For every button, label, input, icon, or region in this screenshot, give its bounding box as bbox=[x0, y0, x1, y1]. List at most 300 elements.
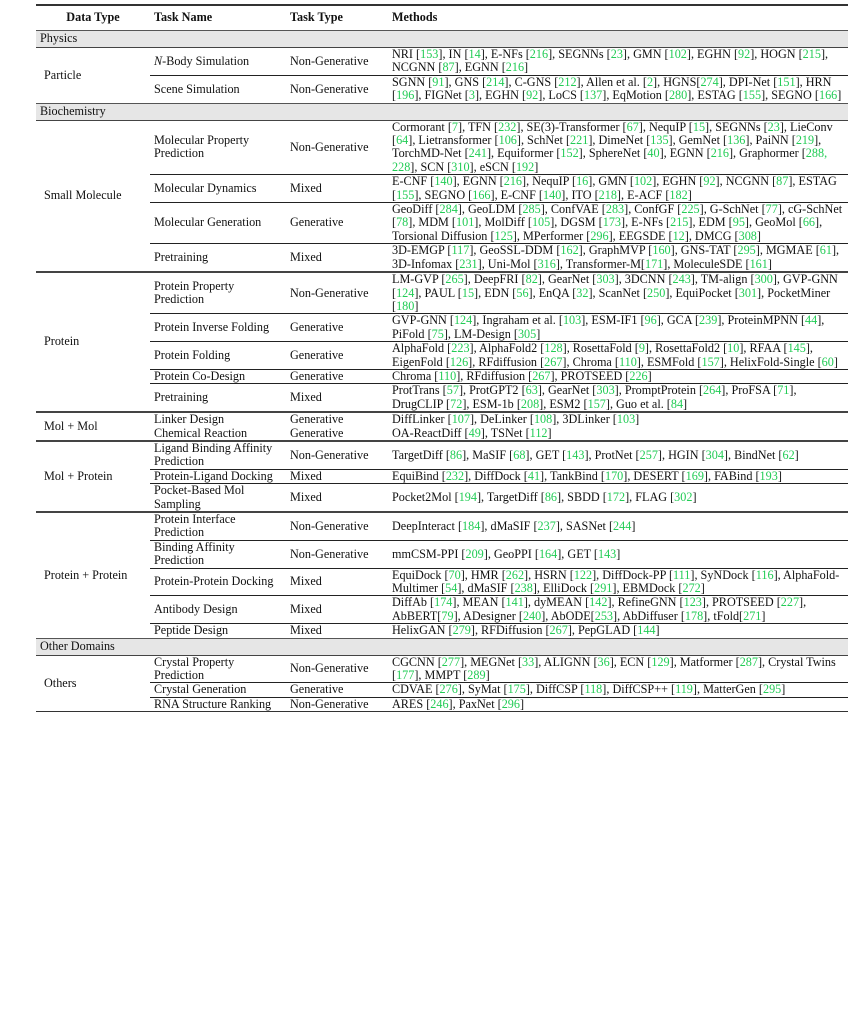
citation-link[interactable]: 129 bbox=[651, 654, 670, 669]
task-type-cell: Non-Generative bbox=[286, 512, 388, 540]
citation-link[interactable]: 86 bbox=[544, 489, 558, 504]
bracket-close: ] bbox=[623, 468, 628, 483]
citation-link[interactable]: 143 bbox=[597, 546, 617, 561]
bracket-close: ] bbox=[669, 654, 674, 669]
method-name: , SphereNet [ bbox=[582, 146, 648, 161]
citation-link[interactable]: 122 bbox=[573, 567, 593, 582]
citation-link[interactable]: 117 bbox=[451, 243, 470, 258]
citation-link[interactable]: 16 bbox=[576, 174, 589, 189]
citation-link[interactable]: 232 bbox=[445, 468, 465, 483]
method-name: Chroma [ bbox=[392, 368, 439, 383]
citation-link[interactable]: 223 bbox=[451, 341, 470, 356]
methods-cell bbox=[388, 512, 848, 540]
task-name-cell: Protein Folding bbox=[150, 342, 286, 370]
citation-link[interactable]: 303 bbox=[596, 383, 615, 398]
citation-link[interactable]: 279 bbox=[452, 623, 471, 638]
task-name-cell: Pocket-Based Mol Sampling bbox=[150, 484, 286, 512]
citation-link[interactable]: 102 bbox=[668, 47, 687, 61]
citation-link[interactable]: 96 bbox=[644, 313, 657, 328]
citation-link[interactable]: 182 bbox=[669, 187, 688, 202]
citation-link[interactable]: 44 bbox=[805, 313, 818, 328]
citation-link[interactable]: 54 bbox=[445, 581, 458, 596]
citation-link[interactable]: 226 bbox=[629, 368, 648, 383]
bracket-close: ] bbox=[408, 133, 413, 148]
citation-link[interactable]: 12 bbox=[672, 228, 685, 243]
citation-link[interactable]: 304 bbox=[705, 447, 724, 462]
bracket-close: ] bbox=[414, 88, 419, 103]
citation-link[interactable]: 87 bbox=[776, 174, 789, 189]
citation-link[interactable]: 172 bbox=[606, 489, 626, 504]
method-name: , PaxNet [ bbox=[452, 696, 502, 711]
methods-cell bbox=[388, 683, 848, 697]
citation-link[interactable]: 215 bbox=[670, 215, 689, 230]
method-name: , NCGNN [ bbox=[719, 174, 777, 189]
citation-link[interactable]: 267 bbox=[549, 623, 568, 638]
citation-link[interactable]: 67 bbox=[626, 119, 639, 134]
method-name: , 3DLinker [ bbox=[556, 412, 617, 427]
methods-cell bbox=[388, 203, 848, 244]
citation-link[interactable]: 193 bbox=[759, 468, 778, 483]
bracket-close: ] bbox=[699, 202, 704, 217]
citation-link[interactable]: 288, 228 bbox=[392, 146, 828, 174]
citation-link[interactable]: 101 bbox=[456, 215, 475, 230]
method-name: , PromptProtein [ bbox=[618, 383, 704, 398]
citation-link[interactable]: 284 bbox=[439, 202, 458, 217]
bracket-close: ] bbox=[458, 383, 463, 398]
task-name-cell: Protein Co-Design bbox=[150, 369, 286, 383]
section-header-row bbox=[36, 638, 848, 655]
citation-link[interactable]: 166 bbox=[818, 88, 838, 103]
citation-link[interactable]: 56 bbox=[516, 285, 529, 300]
bracket-close: ] bbox=[795, 74, 800, 89]
citation-link[interactable]: 91 bbox=[432, 74, 445, 89]
citation-link[interactable]: 92 bbox=[738, 47, 751, 61]
citation-link[interactable]: 221 bbox=[570, 133, 589, 148]
method-name: CGCNN [ bbox=[392, 654, 442, 669]
citation-link[interactable]: 216 bbox=[505, 60, 525, 75]
citation-link[interactable]: 92 bbox=[526, 88, 539, 103]
method-name: NRI [ bbox=[392, 47, 421, 61]
citation-link[interactable]: 62 bbox=[782, 447, 795, 462]
citation-link[interactable]: 212 bbox=[558, 74, 577, 89]
method-name: Cormorant [ bbox=[392, 119, 452, 134]
bracket-close: ] bbox=[578, 243, 583, 258]
citation-link[interactable]: 71 bbox=[777, 383, 790, 398]
citation-link[interactable]: 84 bbox=[670, 396, 684, 411]
citation-link[interactable]: 151 bbox=[777, 74, 796, 89]
methods-cell bbox=[388, 244, 848, 272]
task-type-cell: Non-Generative bbox=[290, 661, 369, 676]
citation-link[interactable]: 271 bbox=[743, 608, 762, 623]
citation-link[interactable]: 108 bbox=[533, 412, 553, 427]
method-name: , HSRN [ bbox=[528, 567, 574, 582]
citation-link[interactable]: 170 bbox=[604, 468, 624, 483]
data-type-cell: Particle bbox=[44, 67, 82, 82]
citation-link[interactable]: 296 bbox=[501, 696, 520, 711]
citation-link[interactable]: 164 bbox=[538, 546, 558, 561]
citation-link[interactable]: 264 bbox=[703, 383, 722, 398]
bracket-close: ] bbox=[539, 396, 544, 411]
task-type-cell: Non-Generative bbox=[290, 53, 369, 68]
method-name: mmCSM-PPI [ bbox=[392, 546, 466, 561]
citation-link[interactable]: 192 bbox=[515, 159, 535, 174]
method-name: E-CNF [ bbox=[392, 174, 435, 189]
citation-link[interactable]: 110 bbox=[618, 354, 637, 369]
bracket-close: ] bbox=[519, 696, 525, 711]
citation-link[interactable]: 78 bbox=[396, 215, 409, 230]
bracket-close: ] bbox=[767, 256, 772, 271]
bracket-close: ] bbox=[656, 313, 661, 328]
methods-cell bbox=[388, 120, 848, 175]
citation-link[interactable]: 250 bbox=[647, 285, 666, 300]
citation-link[interactable]: 140 bbox=[434, 174, 453, 189]
bracket-close: ] bbox=[833, 354, 838, 369]
citation-link[interactable]: 116 bbox=[755, 567, 774, 582]
method-name: DiffLinker [ bbox=[392, 412, 452, 427]
citation-link[interactable]: 143 bbox=[566, 447, 585, 462]
citation-link[interactable]: 316 bbox=[537, 256, 556, 271]
citation-link[interactable]: 111 bbox=[673, 567, 691, 582]
citation-link[interactable]: 142 bbox=[589, 595, 608, 610]
citation-link[interactable]: 239 bbox=[699, 313, 718, 328]
citation-link[interactable]: 194 bbox=[458, 489, 477, 504]
method-name: , PROTSEED [ bbox=[705, 595, 781, 610]
method-name: , DimeNet [ bbox=[592, 133, 651, 148]
citation-link[interactable]: 10 bbox=[727, 341, 740, 356]
method-name: , GVP-GNN [ bbox=[392, 272, 838, 300]
citation-link[interactable]: 2 bbox=[646, 74, 654, 89]
citation-link[interactable]: 303 bbox=[596, 272, 615, 287]
citation-link[interactable]: 141 bbox=[505, 595, 524, 610]
citation-link[interactable]: 184 bbox=[462, 518, 481, 533]
methods-cell bbox=[388, 441, 848, 469]
citation-link[interactable]: 33 bbox=[522, 654, 535, 669]
bracket-close: ] bbox=[665, 285, 670, 300]
citation-link[interactable]: 135 bbox=[650, 133, 669, 148]
task-name-cell: Pretraining bbox=[150, 244, 286, 272]
citation-link[interactable]: 66 bbox=[802, 215, 815, 230]
table-row bbox=[36, 272, 848, 314]
bracket-close: ] bbox=[469, 243, 474, 258]
citation-link[interactable]: 218 bbox=[598, 187, 617, 202]
task-type-cell: Generative Generative bbox=[286, 412, 388, 441]
citation-link[interactable]: 274 bbox=[700, 74, 719, 89]
citation-link[interactable]: 240 bbox=[522, 608, 542, 623]
citation-link[interactable]: 40 bbox=[647, 146, 660, 161]
citation-link[interactable]: 87 bbox=[442, 60, 455, 75]
methods-cell bbox=[388, 596, 848, 624]
citation-link[interactable]: 265 bbox=[445, 272, 464, 287]
citation-link[interactable]: 60 bbox=[821, 354, 834, 369]
method-name: , E-ACF [ bbox=[620, 187, 670, 202]
bracket-close: ] bbox=[524, 60, 529, 75]
citation-link[interactable]: 103 bbox=[562, 313, 582, 328]
citation-link[interactable]: 112 bbox=[529, 425, 548, 440]
citation-link[interactable]: 219 bbox=[795, 133, 815, 148]
method-name: , AlphaFold2 [ bbox=[473, 341, 545, 356]
bracket-close: ] bbox=[614, 383, 619, 398]
citation-link[interactable]: 216 bbox=[503, 174, 523, 189]
citation-link[interactable]: 124 bbox=[396, 285, 415, 300]
citation-link[interactable]: 257 bbox=[639, 447, 658, 462]
citation-link[interactable]: 152 bbox=[560, 146, 579, 161]
bracket-close: ] bbox=[690, 567, 695, 582]
citation-link[interactable]: 157 bbox=[587, 396, 606, 411]
table-row bbox=[36, 540, 848, 568]
table-row bbox=[36, 441, 848, 469]
citation-link[interactable]: 295 bbox=[737, 243, 756, 258]
task-type-cell: Non-Generative bbox=[286, 697, 388, 711]
citation-link[interactable]: 291 bbox=[594, 581, 613, 596]
citation-link[interactable]: 153 bbox=[420, 47, 439, 61]
bracket-close: ] bbox=[504, 74, 509, 89]
task-type-cell: Mixed bbox=[286, 469, 388, 483]
citation-link[interactable]: 301 bbox=[738, 285, 758, 300]
bracket-close: ] bbox=[540, 202, 545, 217]
bracket-close: ] bbox=[581, 313, 586, 328]
citation-link[interactable]: 23 bbox=[610, 47, 623, 61]
bracket-close: ] bbox=[794, 447, 799, 462]
method-name: , GearNet [ bbox=[541, 272, 597, 287]
bracket-close: ] bbox=[773, 567, 778, 582]
citation-link[interactable]: 3 bbox=[468, 88, 475, 103]
citation-link[interactable]: 227 bbox=[780, 595, 800, 610]
bracket-close: ] bbox=[624, 202, 629, 217]
method-name: , ProteinMPNN [ bbox=[721, 313, 806, 328]
bracket-close: ] bbox=[815, 215, 820, 230]
citation-link[interactable]: 243 bbox=[672, 272, 691, 287]
method-name: , ESM-IF1 [ bbox=[585, 313, 645, 328]
citation-link[interactable]: 119 bbox=[675, 682, 693, 697]
citation-link[interactable]: 23 bbox=[767, 119, 780, 134]
citation-link[interactable]: 300 bbox=[754, 272, 773, 287]
bracket-close: ] bbox=[448, 696, 453, 711]
citation-link[interactable]: 253 bbox=[594, 608, 613, 623]
citation-link[interactable]: 310 bbox=[451, 159, 470, 174]
citation-link[interactable]: 15 bbox=[692, 119, 706, 134]
citation-link[interactable]: 157 bbox=[701, 354, 720, 369]
citation-link[interactable]: 215 bbox=[802, 47, 821, 61]
method-name: , MGMAE [ bbox=[759, 243, 820, 258]
bracket-close: ] bbox=[757, 654, 763, 669]
citation-link[interactable]: 214 bbox=[486, 74, 505, 89]
data-type-cell: Mol + Protein bbox=[36, 441, 150, 512]
citation-link[interactable]: 68 bbox=[513, 447, 526, 462]
citation-link[interactable]: 272 bbox=[682, 581, 701, 596]
citation-link[interactable]: 118 bbox=[584, 682, 603, 697]
citation-link[interactable]: 77 bbox=[765, 202, 778, 217]
bracket-close: ] bbox=[525, 447, 530, 462]
citation-link[interactable]: 225 bbox=[681, 202, 700, 217]
citation-link[interactable]: 144 bbox=[637, 623, 656, 638]
bracket-close: ] bbox=[701, 595, 706, 610]
method-name: , ECN [ bbox=[613, 654, 652, 669]
citation-link[interactable]: 209 bbox=[465, 546, 484, 561]
method-name: , MPerformer [ bbox=[516, 228, 591, 243]
method-name: , GCA [ bbox=[660, 313, 700, 328]
bracket-close: ] bbox=[534, 654, 539, 669]
citation-link[interactable]: 82 bbox=[525, 272, 538, 287]
citation-link[interactable]: 295 bbox=[762, 682, 782, 697]
citation-link[interactable]: 267 bbox=[532, 368, 551, 383]
bracket-close: ] bbox=[541, 608, 546, 623]
citation-link[interactable]: 162 bbox=[560, 243, 579, 258]
method-name: , ConfGF [ bbox=[628, 202, 682, 217]
citation-link[interactable]: 57 bbox=[446, 383, 459, 398]
bracket-close: ] bbox=[534, 159, 539, 174]
method-name: , RFdiffusion [ bbox=[472, 354, 545, 369]
citation-link[interactable]: 246 bbox=[430, 696, 449, 711]
bracket-close: ] bbox=[472, 313, 477, 328]
citation-link[interactable]: 308 bbox=[738, 228, 757, 243]
citation-link[interactable]: 49 bbox=[468, 425, 481, 440]
citation-link[interactable]: 9 bbox=[638, 341, 645, 356]
task-name-cell: Protein-Ligand Docking bbox=[150, 469, 286, 483]
method-name: DeepInteract [ bbox=[392, 518, 463, 533]
citation-link[interactable]: 305 bbox=[517, 326, 537, 341]
task-type-cell: Mixed bbox=[286, 624, 388, 638]
citation-link[interactable]: 41 bbox=[527, 468, 541, 483]
citation-link[interactable]: 105 bbox=[531, 215, 551, 230]
citation-link[interactable]: 124 bbox=[453, 313, 473, 328]
method-name: , ProtNet [ bbox=[588, 447, 640, 462]
method-name: , Allen et al. [ bbox=[580, 74, 647, 89]
citation-link[interactable]: 241 bbox=[468, 146, 487, 161]
citation-link[interactable]: 196 bbox=[396, 88, 415, 103]
citation-link[interactable]: 102 bbox=[633, 174, 653, 189]
method-name: GVP-GNN [ bbox=[392, 313, 454, 328]
citation-link[interactable]: 103 bbox=[616, 412, 636, 427]
citation-link[interactable]: 216 bbox=[529, 47, 549, 61]
citation-link[interactable]: 231 bbox=[459, 256, 478, 271]
bracket-close: ] bbox=[831, 243, 836, 258]
bracket-close: ] bbox=[525, 682, 530, 697]
method-name: , SBDD [ bbox=[561, 489, 607, 504]
table-row bbox=[36, 120, 848, 175]
bracket-close: ] bbox=[476, 489, 482, 504]
citation-link[interactable]: 175 bbox=[507, 682, 526, 697]
method-name: , NequIP [ bbox=[526, 174, 577, 189]
bracket-close: ] bbox=[602, 682, 607, 697]
citation-link[interactable]: 106 bbox=[498, 133, 517, 148]
bracket-close: ] bbox=[777, 202, 782, 217]
method-name: , NequIP [ bbox=[642, 119, 693, 134]
bracket-close: ] bbox=[528, 285, 533, 300]
bracket-close: ] bbox=[480, 425, 485, 440]
table-row bbox=[36, 203, 848, 244]
citation-link[interactable]: 95 bbox=[732, 215, 745, 230]
citation-link[interactable]: 7 bbox=[451, 119, 459, 134]
citation-link[interactable]: 70 bbox=[448, 567, 461, 582]
citation-link[interactable]: 155 bbox=[742, 88, 762, 103]
citation-link[interactable]: 171 bbox=[644, 256, 664, 271]
citation-link[interactable]: 126 bbox=[449, 354, 469, 369]
citation-link[interactable]: 137 bbox=[583, 88, 603, 103]
citation-link[interactable]: 277 bbox=[441, 654, 461, 669]
citation-link[interactable]: 244 bbox=[613, 518, 632, 533]
citation-link[interactable]: 14 bbox=[468, 47, 481, 61]
citation-link[interactable]: 276 bbox=[439, 682, 458, 697]
methods-cell bbox=[388, 272, 848, 314]
citation-link[interactable]: 262 bbox=[505, 567, 525, 582]
citation-link[interactable]: 75 bbox=[431, 326, 444, 341]
citation-link[interactable]: 15 bbox=[461, 285, 475, 300]
bracket-close: ] bbox=[588, 174, 593, 189]
citation-link[interactable]: 145 bbox=[787, 341, 806, 356]
citation-link[interactable]: 61 bbox=[819, 243, 832, 258]
bracket-close: ] bbox=[837, 88, 842, 103]
bracket-close: ] bbox=[414, 668, 419, 683]
citation-link[interactable]: 169 bbox=[685, 468, 704, 483]
bracket-close: ] bbox=[644, 341, 649, 356]
bracket-close: ] bbox=[692, 489, 697, 504]
citation-link[interactable]: 180 bbox=[396, 298, 415, 313]
citation-link[interactable]: 283 bbox=[605, 202, 625, 217]
citation-link[interactable]: 36 bbox=[597, 654, 610, 669]
citation-link[interactable]: 107 bbox=[451, 412, 470, 427]
citation-link[interactable]: 63 bbox=[525, 383, 538, 398]
citation-link[interactable]: 232 bbox=[498, 119, 517, 134]
citation-link[interactable]: 155 bbox=[396, 187, 415, 202]
method-name: ARES [ bbox=[392, 696, 431, 711]
citation-link[interactable]: 64 bbox=[396, 133, 409, 148]
citation-link[interactable]: 161 bbox=[749, 256, 768, 271]
bracket-close: ] bbox=[460, 654, 465, 669]
citation-link[interactable]: 92 bbox=[703, 174, 716, 189]
citation-link[interactable]: 208 bbox=[520, 396, 540, 411]
bracket-close: ] bbox=[670, 243, 675, 258]
citation-link[interactable]: 123 bbox=[683, 595, 702, 610]
citation-link[interactable]: 302 bbox=[674, 489, 693, 504]
bracket-close: ] bbox=[414, 298, 419, 313]
citation-link[interactable]: 287 bbox=[739, 654, 758, 669]
method-name: , BindNet [ bbox=[727, 447, 783, 462]
method-name: , PepGLAD [ bbox=[571, 623, 638, 638]
citation-link[interactable]: 178 bbox=[684, 608, 704, 623]
citation-link[interactable]: 79 bbox=[441, 608, 454, 623]
citation-link[interactable]: 285 bbox=[522, 202, 541, 217]
citation-link[interactable]: 177 bbox=[396, 668, 415, 683]
citation-link[interactable]: 237 bbox=[537, 518, 556, 533]
citation-link[interactable]: 72 bbox=[450, 396, 463, 411]
citation-link[interactable]: 32 bbox=[576, 285, 589, 300]
bracket-close: ] bbox=[592, 567, 597, 582]
citation-link[interactable]: 267 bbox=[544, 354, 563, 369]
citation-link[interactable]: 110 bbox=[438, 368, 457, 383]
method-name: , Torsional Diffusion [ bbox=[392, 215, 823, 243]
bracket-close: ] bbox=[562, 341, 567, 356]
citation-link[interactable]: 136 bbox=[727, 133, 746, 148]
method-name: , PROTSEED [ bbox=[554, 368, 630, 383]
citation-link[interactable]: 86 bbox=[449, 447, 463, 462]
citation-link[interactable]: 173 bbox=[602, 215, 621, 230]
citation-link[interactable]: 296 bbox=[590, 228, 609, 243]
citation-link[interactable]: 238 bbox=[514, 581, 533, 596]
citation-link[interactable]: 216 bbox=[710, 146, 729, 161]
citation-link[interactable]: 140 bbox=[543, 187, 562, 202]
citation-link[interactable]: 128 bbox=[544, 341, 563, 356]
citation-link[interactable]: 289 bbox=[467, 668, 486, 683]
citation-link[interactable]: 160 bbox=[652, 243, 671, 258]
citation-link[interactable]: 174 bbox=[434, 595, 453, 610]
citation-link[interactable]: 166 bbox=[472, 187, 491, 202]
bracket-close: ] bbox=[452, 595, 457, 610]
method-name: , GNS [ bbox=[448, 74, 487, 89]
task-name-cell: Molecular Property Prediction bbox=[154, 133, 250, 161]
citation-link[interactable]: 280 bbox=[668, 88, 688, 103]
citation-link[interactable]: 125 bbox=[494, 228, 513, 243]
table-row bbox=[36, 683, 848, 697]
